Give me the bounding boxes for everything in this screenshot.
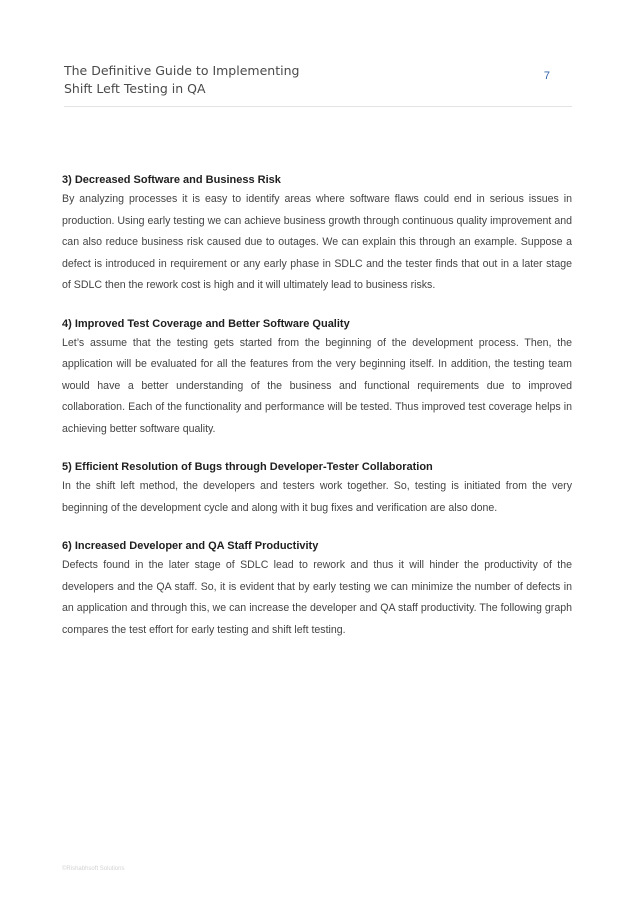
document-title [64,62,364,98]
section-improved-coverage [62,316,572,441]
document-title-line-1: The Definitive Guide to Implementing [64,63,300,78]
section-body: Defects found in the later stage of SDLC lead to rework and thus it will hinder the productivity of the developers and the QA staff. So, it is evident that by early testing we can minimize the number of defects in an application and through this, we can increase the developer and QA staff productivity. The following graph compares the test effort for early testing and shift left testing. [62,559,572,636]
section-bug-resolution [62,459,572,519]
section-body: Let’s assume that the testing gets started from the beginning of the development process. Then, the application will be evaluated for all the features from the very beginning itself. In addition, the testing team would have a better understanding of the business and functional requirements due to improved collaboration. Each of the functionality and performance will be tested. Thus improved test coverage helps in achieving better software quality. [62,336,572,435]
document-title-line-2: Shift Left Testing in QA [64,81,206,96]
page-number: 7 [543,70,550,82]
footer-copyright: ©Rishabhsoft Solutions [62,866,125,872]
section-heading: 6) Increased Developer and QA Staff Productivity [62,540,319,552]
section-decreased-risk [62,172,572,297]
section-staff-productivity [62,538,572,641]
section-body: In the shift left method, the developers and testers work together. So, testing is initiated from the very beginning of the development cycle and along with it bug fixes and verification are also done. [62,480,572,514]
section-heading: 4) Improved Test Coverage and Better Software Quality [62,317,350,330]
page-header [64,62,572,107]
main-content [62,172,572,660]
section-heading: 5) Efficient Resolution of Bugs through Developer-Tester Collaboration [62,461,433,473]
section-body: By analyzing processes it is easy to identify areas where software flaws could end in serious issues in production. Using early testing we can achieve business growth through continuous quality improvement and can also reduce business risk caused due to outages. We can explain this through an example. Suppose a defect is introduced in requirement or any early phase in SDLC and the tester finds that out in a later stage of SDLC then the rework cost is high and it will ultimately lead to business risks. [62,193,572,291]
section-heading: 3) Decreased Software and Business Risk [62,174,281,186]
